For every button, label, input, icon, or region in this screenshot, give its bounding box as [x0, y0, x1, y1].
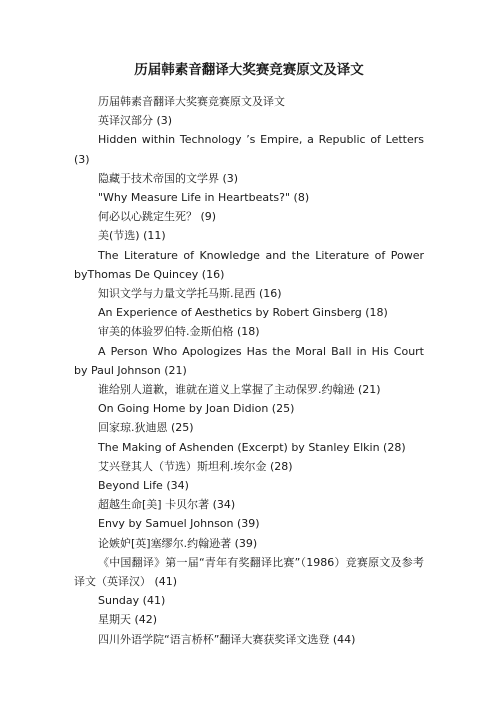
toc-entry[interactable]: 谁给别人道歉，谁就在道义上掌握了主动保罗.约翰逊 (21) [98, 383, 381, 397]
toc-entry[interactable]: 星期天 (42) [98, 613, 158, 627]
table-of-contents [74, 92, 424, 649]
toc-entry[interactable]: Beyond Life (34) [98, 479, 189, 493]
toc-entry[interactable]: Hidden within Technology ’s Empire, a Republic of Letters (3) [74, 133, 424, 166]
toc-entry[interactable]: The Literature of Knowledge and the Literature of Power byThomas De Quincey (16) [74, 248, 424, 281]
toc-entry[interactable]: 艾兴登其人（节选）斯坦利.埃尔金 (28) [98, 459, 293, 473]
document-title: 历届韩素音翻译大奖赛竞赛原文及译文 [134, 62, 364, 78]
toc-entry[interactable]: "Why Measure Life in Heartbeats?" (8) [98, 191, 310, 205]
toc-entry[interactable]: 超越生命[美] 卡贝尔著 (34) [98, 498, 236, 512]
toc-entry[interactable]: 知识文学与力量文学托马斯.昆西 (16) [98, 287, 282, 301]
toc-entry[interactable]: 历届韩素音翻译大奖赛竞赛原文及译文 [98, 95, 285, 108]
toc-entry[interactable]: 隐藏于技术帝国的文学界 (3) [98, 171, 239, 185]
toc-entry[interactable]: A Person Who Apologizes Has the Moral Ball in His Court by Paul Johnson (21) [74, 344, 424, 377]
toc-entry[interactable]: 四川外语学院“语言桥杯”翻译大赛获奖译文选登 (44) [98, 632, 356, 646]
toc-entry[interactable]: 何必以心跳定生死？ (9) [98, 210, 217, 224]
toc-entry[interactable]: Sunday (41) [98, 594, 166, 608]
toc-entry[interactable]: 美(节选) (11) [98, 229, 166, 243]
toc-entry[interactable]: 论嫉妒[英]塞缪尔.约翰逊著 (39) [98, 536, 258, 550]
toc-entry[interactable]: Envy by Samuel Johnson (39) [98, 517, 260, 531]
toc-entry[interactable]: 《中国翻译》第一届“青年有奖翻译比赛”（1986）竞赛原文及参考译文（英译汉） (41) [74, 555, 424, 589]
toc-entry[interactable]: On Going Home by Joan Didion (25) [98, 402, 295, 416]
toc-entry[interactable]: 英译汉部分 (3) [98, 114, 173, 128]
toc-entry[interactable]: 审美的体验罗伯特.金斯伯格 (18) [98, 325, 260, 339]
toc-entry[interactable]: An Experience of Aesthetics by Robert Ginsberg (18) [98, 306, 388, 320]
toc-entry[interactable]: The Making of Ashenden (Excerpt) by Stanley Elkin (28) [98, 440, 406, 454]
toc-entry[interactable]: 回家琼.狄迪恩 (25) [98, 421, 194, 435]
